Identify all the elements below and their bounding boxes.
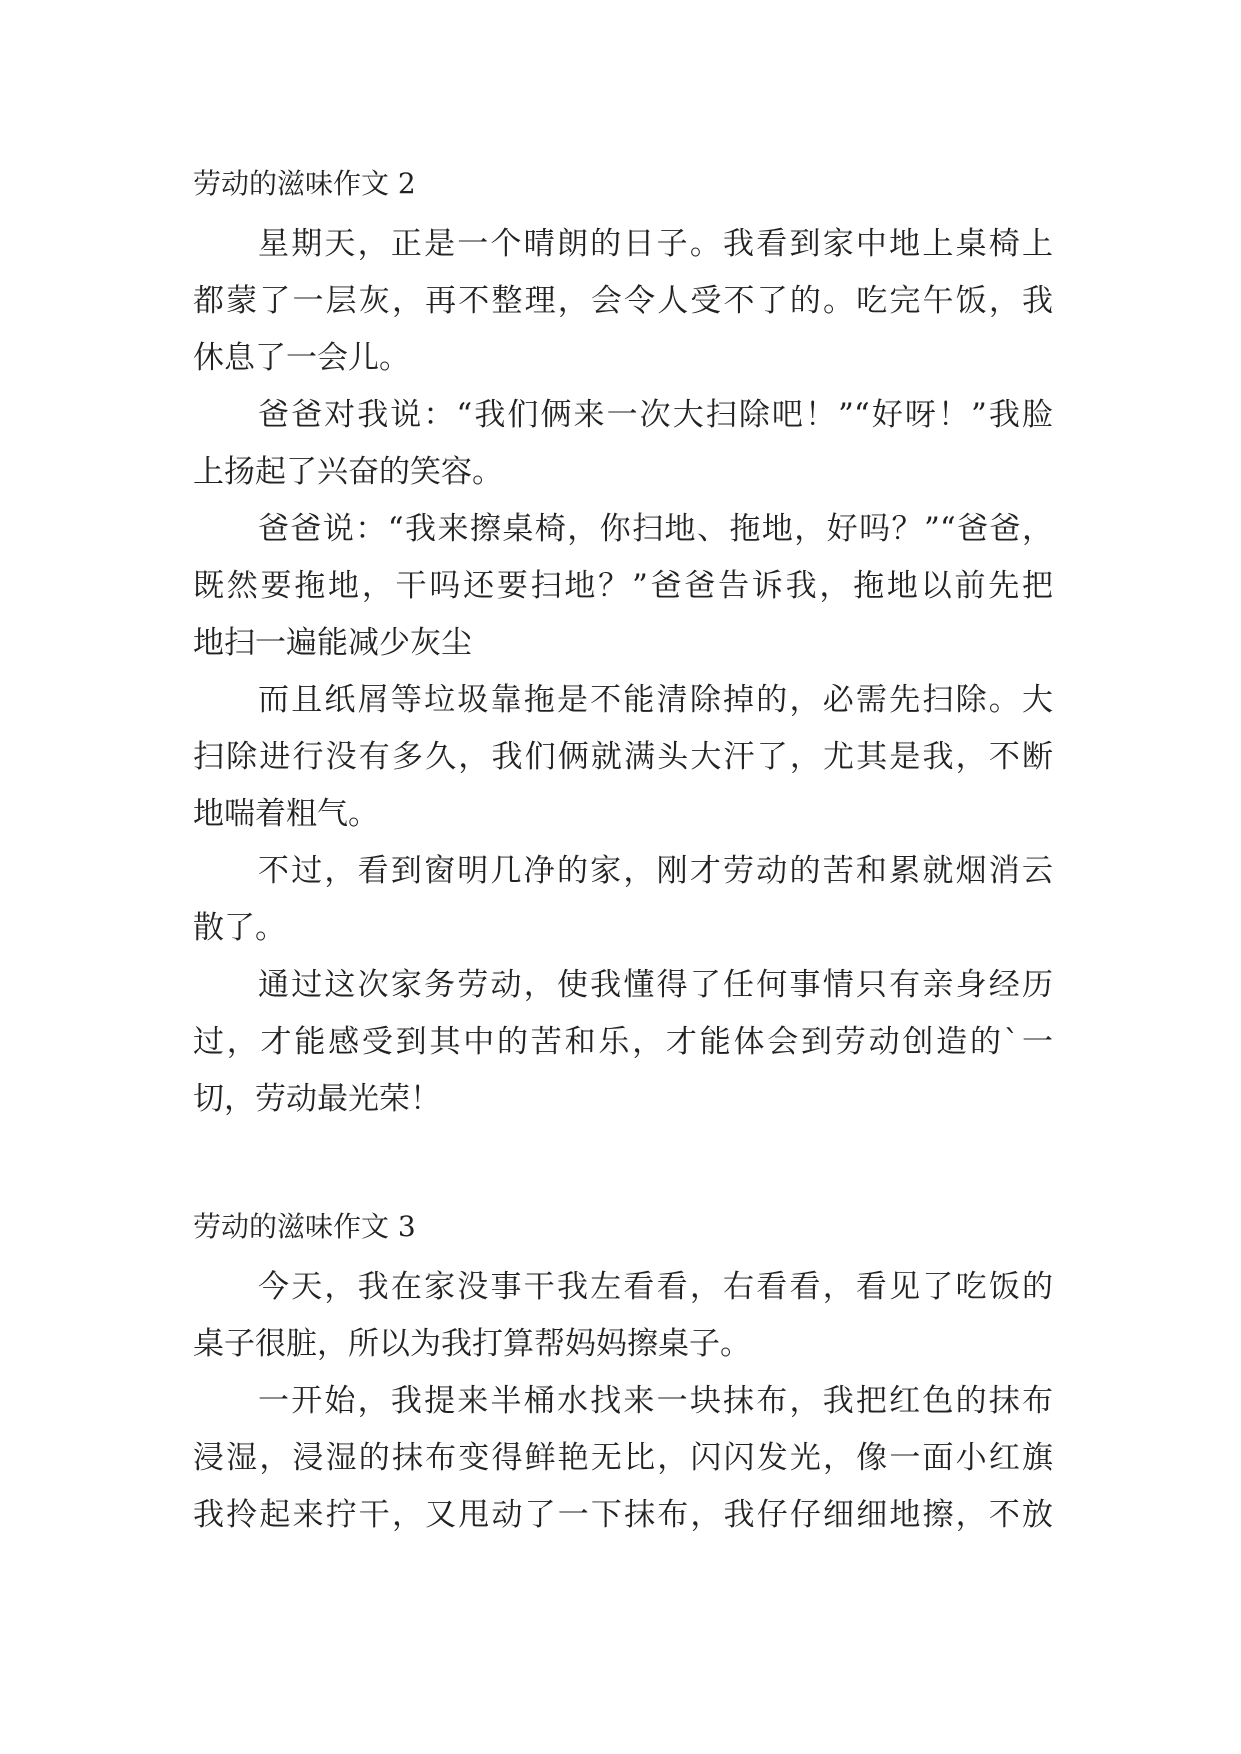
paragraph-line: 都蒙了一层灰，再不整理，会令人受不了的。吃完午饭，我 bbox=[193, 283, 1053, 319]
paragraph-line: 不过，看到窗明几净的家，刚才劳动的苦和累就烟消云 bbox=[258, 853, 1053, 889]
section-title: 劳动的滋味作文 2 bbox=[193, 167, 416, 200]
paragraph-line: 一开始，我提来半桶水找来一块抹布，我把红色的抹布 bbox=[258, 1383, 1053, 1419]
paragraph-line: 桌子很脏，所以为我打算帮妈妈擦桌子。 bbox=[193, 1326, 751, 1362]
paragraph-line: 而且纸屑等垃圾靠拖是不能清除掉的，必需先扫除。大 bbox=[258, 682, 1053, 718]
paragraph-line: 今天，我在家没事干我左看看，右看看，看见了吃饭的 bbox=[258, 1269, 1053, 1305]
paragraph-line: 通过这次家务劳动，使我懂得了任何事情只有亲身经历 bbox=[258, 967, 1053, 1003]
paragraph-line: 地喘着粗气。 bbox=[193, 796, 379, 832]
paragraph-line: 爸爸说：“我来擦桌椅，你扫地、拖地，好吗？”“爸爸， bbox=[258, 511, 1053, 547]
paragraph-line: 上扬起了兴奋的笑容。 bbox=[193, 454, 503, 490]
paragraph-line: 切，劳动最光荣！ bbox=[193, 1081, 441, 1117]
paragraph-line: 散了。 bbox=[193, 910, 286, 946]
paragraph-line: 爸爸对我说：“我们俩来一次大扫除吧！”“好呀！”我脸 bbox=[258, 397, 1053, 433]
paragraph-line: 过，才能感受到其中的苦和乐，才能体会到劳动创造的`一 bbox=[193, 1024, 1053, 1060]
paragraph-line: 既然要拖地，干吗还要扫地？”爸爸告诉我，拖地以前先把 bbox=[193, 568, 1053, 604]
paragraph-line: 星期天，正是一个晴朗的日子。我看到家中地上桌椅上 bbox=[258, 226, 1053, 262]
paragraph-line: 我拎起来拧干，又甩动了一下抹布，我仔仔细细地擦，不放 bbox=[193, 1497, 1053, 1533]
section-title: 劳动的滋味作文 3 bbox=[193, 1210, 416, 1243]
paragraph-line: 浸湿，浸湿的抹布变得鲜艳无比，闪闪发光，像一面小红旗 bbox=[193, 1440, 1053, 1476]
paragraph-line: 地扫一遍能减少灰尘 bbox=[193, 625, 472, 661]
paragraph-line: 休息了一会儿。 bbox=[193, 340, 410, 376]
paragraph-line: 扫除进行没有多久，我们俩就满头大汗了，尤其是我，不断 bbox=[193, 739, 1053, 775]
